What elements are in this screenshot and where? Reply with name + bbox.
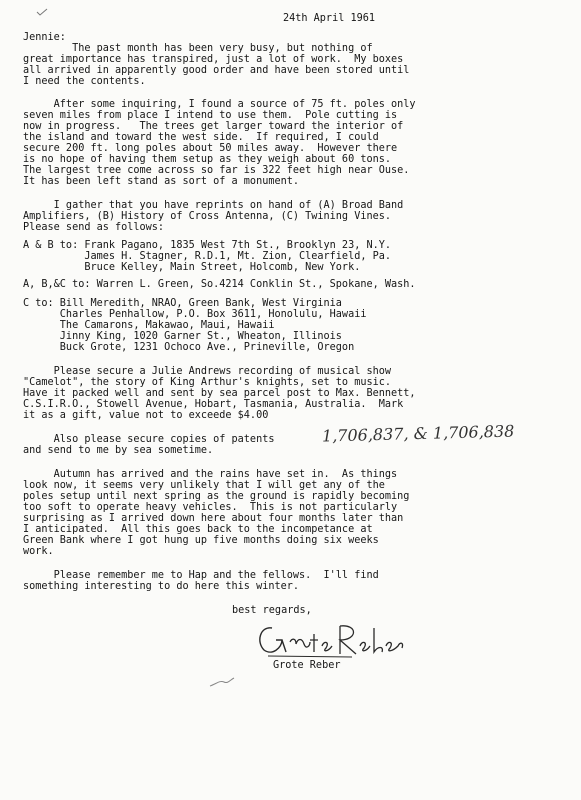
paragraph-2-line: It has been left stand as sort of a monument. (23, 176, 300, 187)
paragraph-4-line: it as a gift, value not to exceede $4.00 (23, 410, 269, 421)
letter-salutation: Jennie: (23, 32, 66, 43)
corner-check-mark (36, 8, 48, 16)
paragraph-1-line: all arrived in apparently good order and have been stored until (23, 65, 410, 76)
paragraph-3-line: Amplifiers, (B) History of Cross Antenna, (C) Twining Vines. (23, 211, 392, 222)
paragraph-2-line: The largest tree come across so far is 322 feet high near Ouse. (23, 165, 410, 176)
paragraph-4-line: Have it packed well and sent by sea parcel post to Max. Bennett, (23, 388, 416, 399)
paragraph-7-line: something interesting to do here this winter. (23, 581, 300, 592)
address-list-line: Jinny King, 1020 Garner St., Wheaton, Illinois (23, 331, 342, 342)
paragraph-2-line: secure 200 ft. long poles about 50 miles away. However there (23, 143, 398, 154)
paragraph-2-line: now in progress. The trees get larger toward the interior of (23, 121, 404, 132)
paragraph-4-line: Please secure a Julie Andrews recording of musical show (23, 366, 392, 377)
address-list-line: Bruce Kelley, Main Street, Holcomb, New York. (23, 262, 361, 273)
paragraph-2-line: is no hope of having them setup as they weigh about 60 tons. (23, 154, 392, 165)
paragraph-5-line: and send to me by sea sometime. (23, 445, 214, 456)
paragraph-2-line: the island and toward the west side. If required, I could (23, 132, 379, 143)
address-list-line: C to: Bill Meredith, NRAO, Green Bank, West Virginia (23, 298, 342, 309)
paragraph-4-line: "Camelot", the story of King Arthur's knights, set to music. (23, 377, 392, 388)
address-list-line: Buck Grote, 1231 Ochoco Ave., Prineville, Oregon (23, 342, 355, 353)
paragraph-3-line: I gather that you have reprints on hand of (A) Broad Band (23, 200, 404, 211)
typed-signature-name: Grote Reber (273, 660, 341, 671)
address-list-line: A, B,&C to: Warren L. Green, So.4214 Conklin St., Spokane, Wash. (23, 279, 416, 290)
paragraph-2-line: seven miles from place I intend to use them. Pole cutting is (23, 110, 398, 121)
handwritten-signature (252, 616, 412, 660)
pencil-scribble-mark (208, 674, 236, 690)
paragraph-3-line: Please send as follows: (23, 222, 165, 233)
paragraph-6-line: look now, it seems very unlikely that I will get any of the (23, 480, 385, 491)
paragraph-6-line: Autumn has arrived and the rains have set in. As things (23, 469, 398, 480)
paragraph-6-line: I anticipated. All this goes back to the incompetance at (23, 524, 373, 535)
address-list-line: James H. Stagner, R.D.1, Mt. Zion, Clearfield, Pa. (23, 251, 392, 262)
paragraph-5-line: Also please secure copies of patents (23, 434, 275, 445)
paragraph-4-line: C.S.I.R.O., Stowell Avenue, Hobart, Tasmania, Australia. Mark (23, 399, 404, 410)
handwritten-patent-numbers: 1,706,837, & 1,706,838 (321, 421, 515, 446)
paragraph-6-line: surprising as I arrived down here about four months later than (23, 513, 404, 524)
paragraph-1-line: The past month has been very busy, but nothing of (23, 43, 373, 54)
paragraph-7-line: Please remember me to Hap and the fellows. I'll find (23, 570, 379, 581)
address-list-line: The Camarons, Makawao, Maui, Hawaii (23, 320, 275, 331)
paragraph-6-line: Green Bank where I got hung up five months doing six weeks (23, 535, 379, 546)
paragraph-1-line: great importance has transpired, just a lot of work. My boxes (23, 54, 404, 65)
paragraph-6-line: poles setup until next spring as the ground is rapidly becoming (23, 491, 410, 502)
address-list-line: Charles Penhallow, P.O. Box 3611, Honolulu, Hawaii (23, 309, 367, 320)
letter-date: 24th April 1961 (283, 13, 376, 24)
paragraph-2-line: After some inquiring, I found a source of 75 ft. poles only (23, 99, 416, 110)
address-list-line: A & B to: Frank Pagano, 1835 West 7th St., Brooklyn 23, N.Y. (23, 240, 392, 251)
paragraph-1-line: I need the contents. (23, 76, 146, 87)
closing: best regards, (232, 605, 312, 616)
paragraph-6-line: work. (23, 546, 54, 557)
paragraph-6-line: too soft to operate heavy vehicles. This is not particularly (23, 502, 398, 513)
